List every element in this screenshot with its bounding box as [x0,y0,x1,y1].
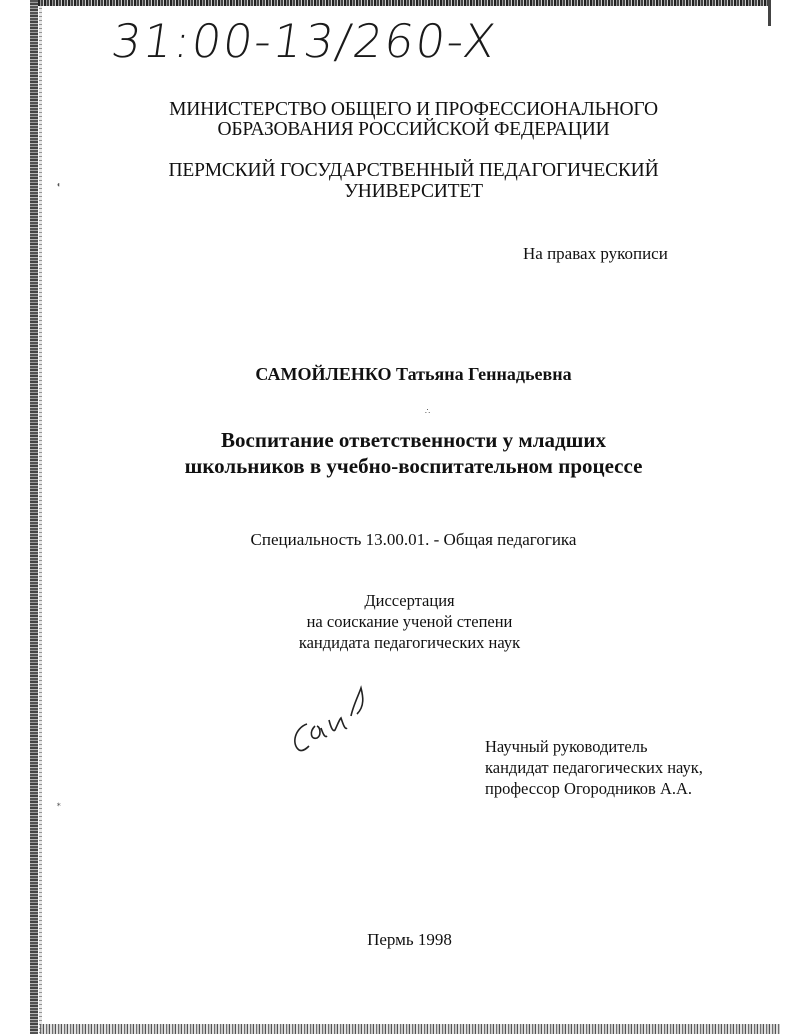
specialty: Специальность 13.00.01. - Общая педагогика [250,530,577,549]
scan-mark: ∗ [56,800,62,809]
scan-speck: ∴ [425,407,431,416]
supervisor-line-2: кандидат педагогических наук, [485,758,703,777]
city-year: Пермь 1998 [367,930,452,949]
degree-line-1: Диссертация [364,591,455,610]
handwritten-inventory-number: 31:00-13/260-X [108,14,501,68]
dissertation-title-line-1: Воспитание ответственности у младших [221,428,606,452]
scan-mark: ◖ [56,180,61,189]
university-line-2: УНИВЕРСИТЕТ [344,181,483,202]
ministry-line-2: ОБРАЗОВАНИЯ РОССИЙСКОЙ ФЕДЕРАЦИИ [217,119,610,140]
author-name: САМОЙЛЕНКО Татьяна Геннадьевна [255,364,572,384]
university-line-1: ПЕРМСКИЙ ГОСУДАРСТВЕННЫЙ ПЕДАГОГИЧЕСКИЙ [168,160,659,181]
scan-edge-right [768,0,771,26]
rights-note: На правах рукописи [523,244,668,263]
supervisor-line-3: профессор Огородников А.А. [485,779,693,798]
supervisor-line-1: Научный руководитель [485,737,648,756]
ministry-line-1: МИНИСТЕРСТВО ОБЩЕГО И ПРОФЕССИОНАЛЬНОГО [169,99,658,120]
scan-edge-left [30,0,38,1034]
scan-edge-bottom [40,1024,780,1034]
degree-line-3: кандидата педагогических наук [298,633,521,652]
scan-edge-top [38,0,768,6]
handwritten-scribble [285,676,375,756]
scan-edge-left-inner [39,0,42,1034]
dissertation-title-line-2: школьников в учебно-воспитательном процессе [184,454,643,478]
degree-line-2: на соискание ученой степени [306,612,513,631]
